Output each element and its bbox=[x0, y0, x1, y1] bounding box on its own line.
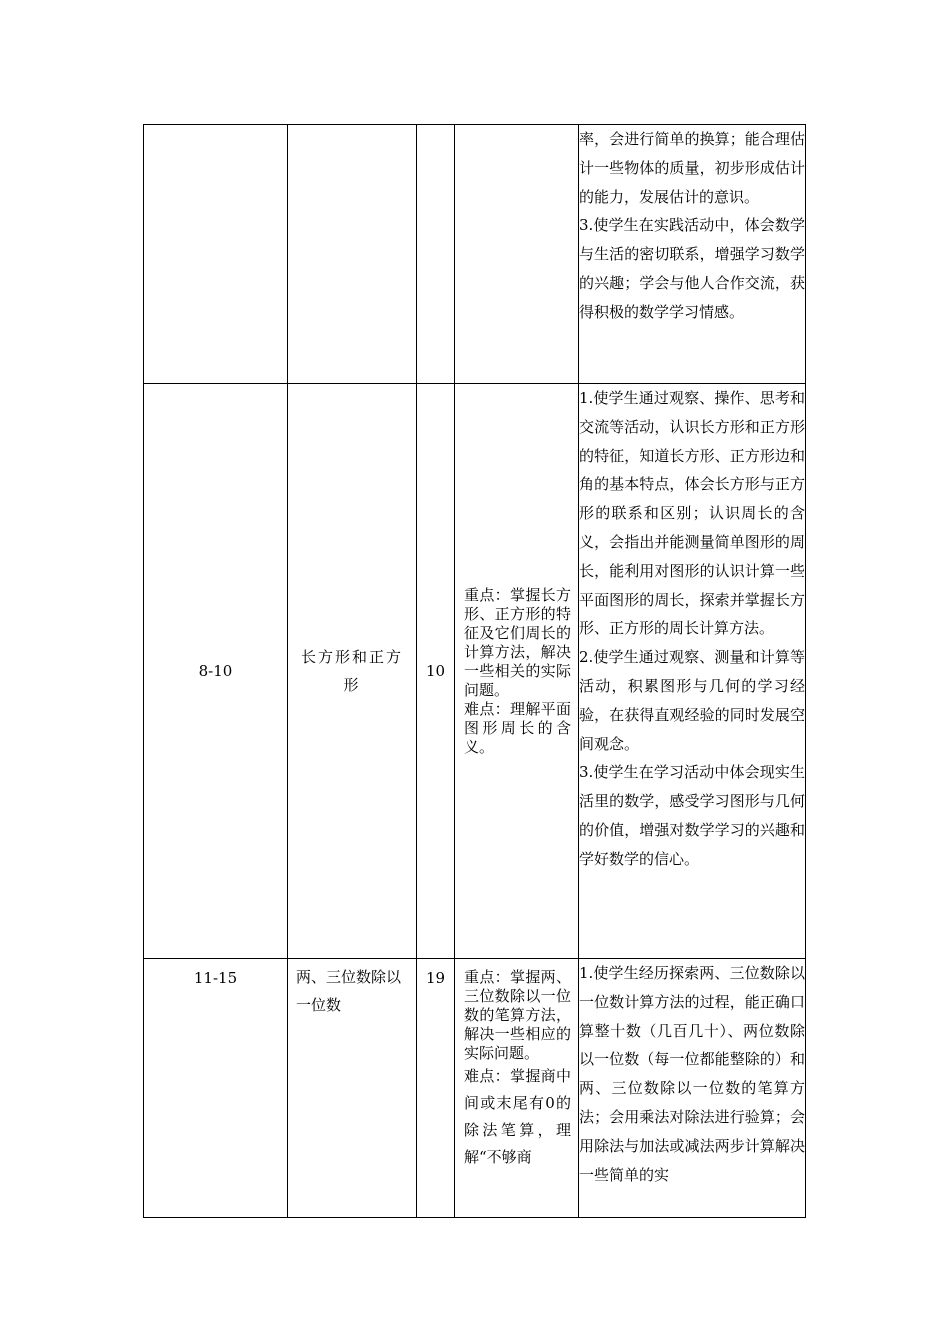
table-row bbox=[144, 384, 806, 959]
unit-title-cell bbox=[288, 125, 417, 384]
unit-title-cell: 两、三位数除以一位数 bbox=[288, 959, 417, 1218]
objectives-cell bbox=[579, 384, 806, 959]
objective-paragraph: 2.使学生通过观察、测量和计算等活动，积累图形与几何的学习经验，在获得直观经验的同时发展空间观念。 bbox=[579, 648, 805, 753]
keypoint-focus: 重点：掌握长方形、正方形的特征及它们周长的计算方法，解决一些相关的实际问题。 bbox=[464, 585, 571, 699]
keypoints-cell bbox=[455, 384, 579, 959]
keypoints-cell bbox=[455, 125, 579, 384]
objective-paragraph: 3.使学生在实践活动中，体会数学与生活的密切联系，增强学习数学的兴趣；学会与他人合作交流，获得积极的数学学习情感。 bbox=[579, 216, 805, 321]
week-cell bbox=[144, 125, 288, 384]
objective-paragraph: 1.使学生通过观察、操作、思考和交流等活动，认识长方形和正方形的特征，知道长方形、正方形边和角的基本特点，体会长方形与正方形的联系和区别；认识周长的含义，会指出并能测量简单图形的周长，能利用对图形的认识计算一些平面图形的周长，探索并掌握长方形、正方形的周长计算方法。 bbox=[579, 389, 805, 638]
keypoints-cell bbox=[455, 959, 579, 1218]
hours-cell: 19 bbox=[417, 959, 455, 1218]
objective-paragraph: 率，会进行简单的换算；能合理估计一些物体的质量，初步形成估计的能力，发展估计的意识。 bbox=[579, 130, 805, 206]
keypoint-focus: 重点：掌握两、三位数除以一位数的笔算方法，解决一些相应的实际问题。 bbox=[464, 968, 571, 1062]
table-row bbox=[144, 959, 806, 1218]
unit-title-cell: 长方形和正方形 bbox=[288, 384, 417, 959]
teaching-plan-table bbox=[143, 124, 836, 1218]
hours-cell bbox=[417, 125, 455, 384]
objectives-cell bbox=[579, 125, 806, 384]
table-row bbox=[144, 125, 806, 384]
objective-paragraph: 1.使学生经历探索两、三位数除以 一位数计算方法的过程，能正确口算整十数（几百几十）、两位数除以一位数（每一位都能整除的）和两、三位数除以一位数的笔算方法；会用乘法对除法进行验算；会用除法与加法或减法两步计算解决一些简单的实 bbox=[579, 964, 836, 1184]
hours-cell: 10 bbox=[417, 384, 455, 959]
week-cell: 11-15 bbox=[144, 959, 288, 1218]
keypoint-difficulty: 难点：理解平面图形周长的含义。 bbox=[464, 699, 571, 756]
objectives-cell bbox=[579, 959, 836, 1218]
week-cell: 8-10 bbox=[144, 384, 288, 959]
objective-paragraph: 3.使学生在学习活动中体会现实生活里的数学，感受学习图形与几何的价值，增强对数学学习的兴趣和学好数学的信心。 bbox=[579, 763, 805, 868]
keypoint-difficulty: 难点：掌握商中间或末尾有0的除法笔算，理解“不够商 bbox=[464, 1067, 571, 1166]
